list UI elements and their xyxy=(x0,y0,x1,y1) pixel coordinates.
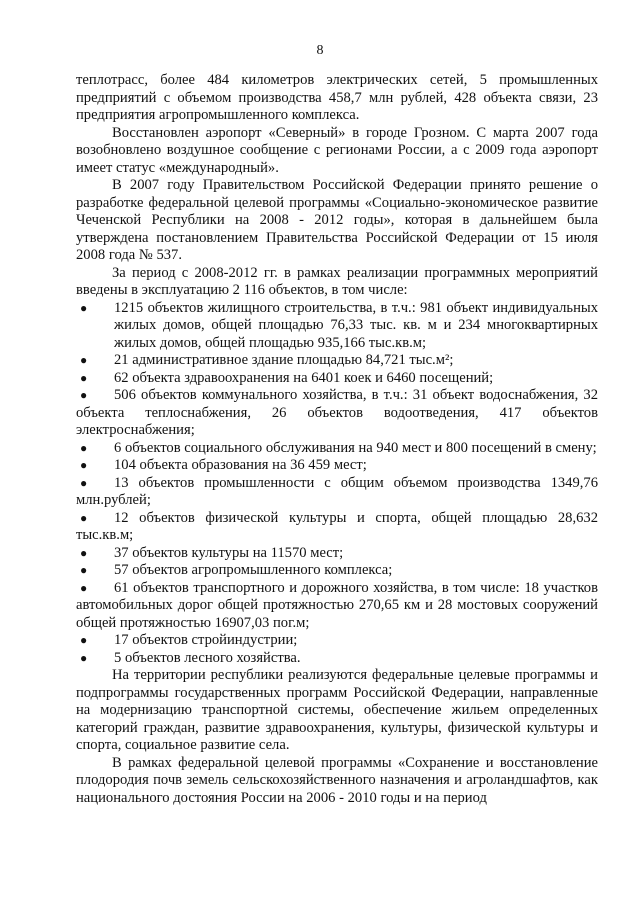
bullet-icon: ● xyxy=(80,388,88,402)
list-item: ● 61 объектов транспортного и дорожного хозяйства, в том числе: 18 участков автомобильных дорог общей протяжностью 270,65 км и 28 мостовых сооружений общей протяжностью 16907,03 пог.м; xyxy=(76,579,598,631)
document-body xyxy=(76,72,598,807)
list-item: ● 6 объектов социального обслуживания на 940 мест и 800 посещений в смену; xyxy=(80,439,597,456)
bullet-icon: ● xyxy=(80,545,88,560)
objects-list xyxy=(76,300,598,668)
bullet-icon: ● xyxy=(80,510,88,525)
list-item: ● 104 объекта образования на 36 459 мест; xyxy=(80,457,367,473)
bullet-icon: ● xyxy=(80,353,88,367)
list-item: ● 62 объекта здравоохранения на 6401 коек и 6460 посещений; xyxy=(80,369,494,386)
list-item: ● 17 объектов стройиндустрии; xyxy=(80,632,298,648)
bullet-icon: ● xyxy=(80,475,88,490)
paragraph-continued: теплотрасс, более 484 километров электрических сетей, 5 промышленных предприятий с объемом производства 458,7 млн рублей, 428 объекта связи, 23 предприятия агропромышленного комплекса. xyxy=(76,72,598,123)
bullet-icon: ● xyxy=(80,440,88,455)
bullet-icon: ● xyxy=(80,580,88,595)
bullet-icon: ● xyxy=(80,633,88,647)
bullet-icon: ● xyxy=(80,458,88,472)
list-item: ● 57 объектов агропромышленного комплекса; xyxy=(80,562,393,578)
paragraph-soil-program: В рамках федеральной целевой программы «Сохранение и восстановление плодородия почв земель сельскохозяйственного назначения и агроландшафтов, как национального достояния России на 2006 - 2010 годы и на период xyxy=(76,754,598,806)
list-item: ● 21 административное здание площадью 84,721 тыс.м²; xyxy=(80,352,454,368)
paragraph-federal-program: В 2007 году Правительством Российской Федерации принято решение о разработке федеральной целевой программы «Социально-экономическое развитие Чеченской Республики на 2008 - 2012 годы», которая в дальнейшем была утверждена постановлением Правительства Российской Федерации от 15 июля 2008 года № 537. xyxy=(76,177,598,263)
list-item: ● 506 объектов коммунального хозяйства, в т.ч.: 31 объект водоснабжения, 32 объекта теплоснабжения, 26 объектов водоотведения, 417 объектов электроснабжения; xyxy=(76,387,598,438)
list-item: ● 5 объектов лесного хозяйства. xyxy=(80,649,301,666)
page-number: 8 xyxy=(316,43,324,58)
list-item: ● 37 объектов культуры на 11570 мест; xyxy=(80,544,344,561)
bullet-icon: ● xyxy=(80,650,88,665)
bullet-icon: ● xyxy=(80,300,88,315)
paragraph-period-intro: За период с 2008-2012 гг. в рамках реализации программных мероприятий введены в эксплуатацию 2 116 объектов, в том числе: xyxy=(76,264,598,298)
paragraph-federal-programs: На территории республики реализуются федеральные целевые программы и подпрограммы государственных программ Российской Федерации, направленные на модернизацию транспортной системы, обеспечение жильем определенных категорий граждан, развитие здравоохранения, культуры, физической культуры и спорта, социальное развитие села. xyxy=(76,667,598,753)
list-item: ● 12 объектов физической культуры и спорта, общей площадью 28,632 тыс.кв.м; xyxy=(76,509,598,543)
bullet-icon: ● xyxy=(80,370,88,385)
list-item: ● 1215 объектов жилищного строительства, в т.ч.: 981 объект индивидуальных жилых домов, общей площадью 76,33 тыс. кв. м и 234 многоквартирных жилых домов, общей площадью 935,166 тыс.кв.м; xyxy=(80,299,598,351)
bullet-icon: ● xyxy=(80,563,88,577)
list-item: ● 13 объектов промышленности с общим объемом производства 1349,76 млн.рублей; xyxy=(76,474,598,508)
paragraph-airport: Восстановлен аэропорт «Северный» в городе Грозном. С марта 2007 года возобновлено воздушное сообщение с регионами России, а с 2009 года аэропорт имеет статус «международный». xyxy=(76,124,598,176)
